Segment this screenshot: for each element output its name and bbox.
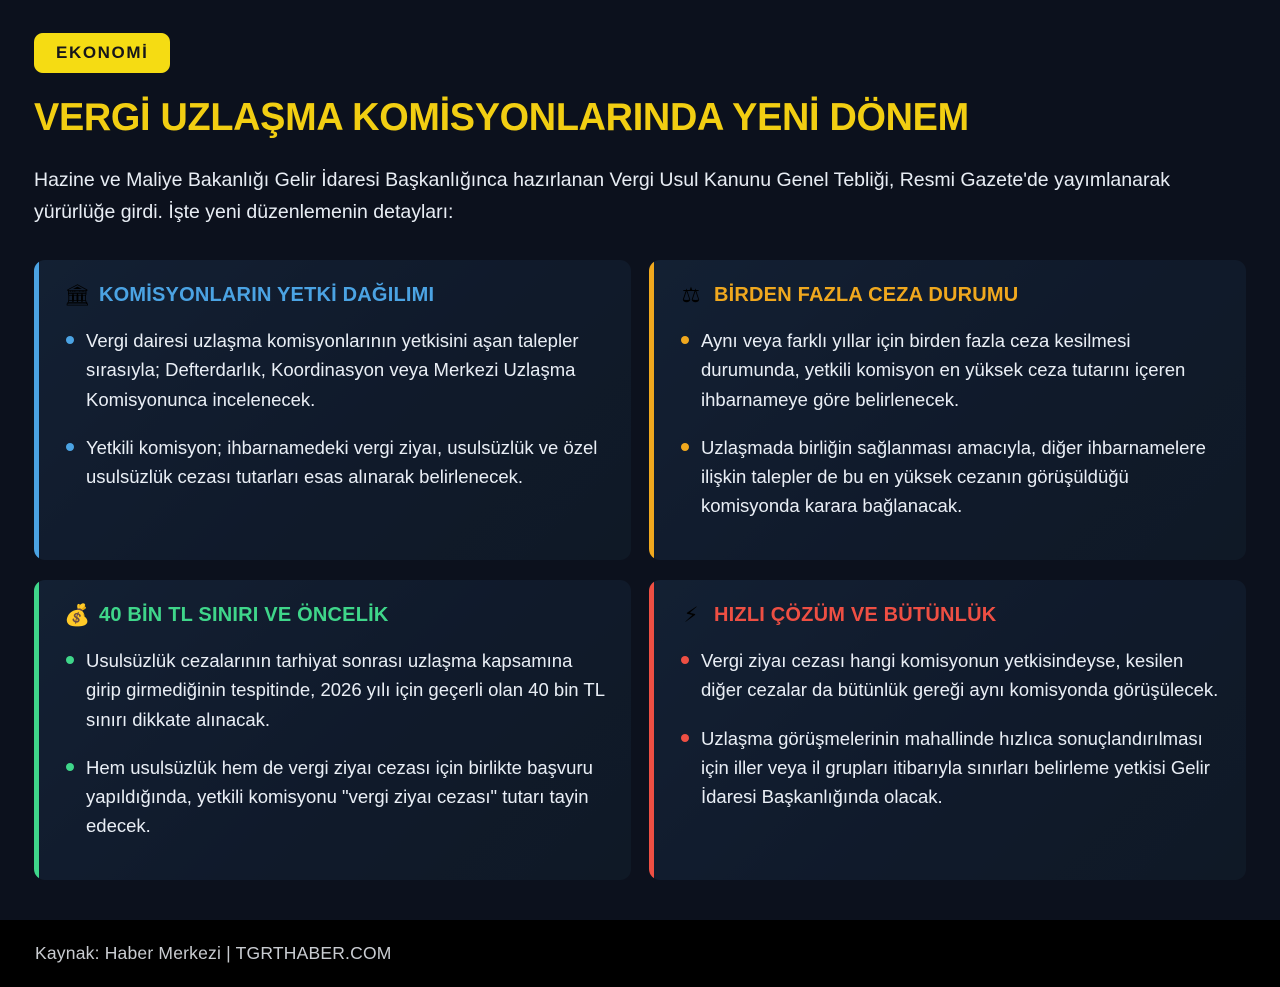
list-item: Uzlaşma görüşmelerinin mahallinde hızlıca sonuçlandırılması için iller veya il grupları itibarıyla sınırları belirleme yetkisi Gelir İdaresi Başkanlığında olacak. [679, 724, 1220, 812]
card-bullet-list [679, 646, 1220, 811]
list-item: Usulsüzlük cezalarının tarhiyat sonrası uzlaşma kapsamına girip girmediğinin tespitinde, 2026 yılı için geçerli olan 40 bin TL sınırı dikkate alınacak. [64, 646, 605, 734]
subheadline-text: Hazine ve Maliye Bakanlığı Gelir İdaresi Başkanlığınca hazırlanan Vergi Usul Kanunu Genel Tebliği, Resmi Gazete'de yayımlanarak yürürlüğe girdi. İşte yeni düzenlemenin detayları: [34, 168, 1171, 223]
balance-scale-icon: ⚖ [681, 283, 701, 307]
card-header [679, 284, 1220, 306]
classical-building-icon: 🏛 [64, 283, 91, 307]
card-header [64, 284, 605, 306]
footer-spacer [0, 880, 1280, 920]
list-item: Hem usulsüzlük hem de vergi ziyaı cezası için birlikte başvuru yapıldığında, yetkili komisyonu "vergi ziyaı cezası" tutarı tayin edecek. [64, 753, 605, 841]
list-item: Aynı veya farklı yıllar için birden fazla ceza kesilmesi durumunda, yetkili komisyon en yüksek ceza tutarını içeren ihbarnameye göre belirlenecek. [679, 326, 1220, 414]
category-badge: EKONOMİ [34, 33, 170, 73]
card-header [64, 604, 605, 626]
header-section [0, 0, 1280, 228]
money-bag-icon: 💰 [64, 603, 91, 627]
card-title: BİRDEN FAZLA CEZA DURUMU [714, 284, 1019, 307]
card-birden-fazla-ceza-durumu [649, 260, 1246, 560]
card-hizli-cozum-ve-butunluk [649, 580, 1246, 880]
footer-bar [0, 920, 1280, 987]
lightning-bolt-icon: ⚡ [683, 603, 699, 627]
page-title: VERGİ UZLAŞMA KOMİSYONLARINDA YENİ DÖNEM [34, 96, 969, 139]
list-item: Uzlaşmada birliğin sağlanması amacıyla, diğer ihbarnamelere ilişkin talepler de bu en yüksek cezanın görüşüldüğü komisyonda karara bağlanacak. [679, 433, 1220, 521]
card-bullet-list [64, 646, 605, 840]
card-title: HIZLI ÇÖZÜM VE BÜTÜNLÜK [714, 604, 997, 627]
list-item: Yetkili komisyon; ihbarnamedeki vergi ziyaı, usulsüzlük ve özel usulsüzlük cezası tutarları esas alınarak belirlenecek. [64, 433, 605, 491]
card-title: KOMİSYONLARIN YETKİ DAĞILIMI [99, 284, 435, 307]
list-item: Vergi dairesi uzlaşma komisyonlarının yetkisini aşan talepler sırasıyla; Defterdarlık, Koordinasyon veya Merkezi Uzlaşma Komisyonunca incelenecek. [64, 326, 605, 414]
card-bullet-list [679, 326, 1220, 520]
source-attribution: Kaynak: Haber Merkezi | TGRTHABER.COM [35, 943, 392, 963]
card-header [679, 604, 1220, 626]
card-bullet-list [64, 326, 605, 491]
list-item: Vergi ziyaı cezası hangi komisyonun yetkisindeyse, kesilen diğer cezalar da bütünlük gereği aynı komisyonda görüşülecek. [679, 646, 1220, 704]
card-komisyonlarin-yetki-dagilimi [34, 260, 631, 560]
cards-grid [34, 260, 1246, 880]
card-40-bin-tl-siniri-ve-oncelik [34, 580, 631, 880]
card-title: 40 BİN TL SINIRI VE ÖNCELİK [99, 604, 389, 627]
